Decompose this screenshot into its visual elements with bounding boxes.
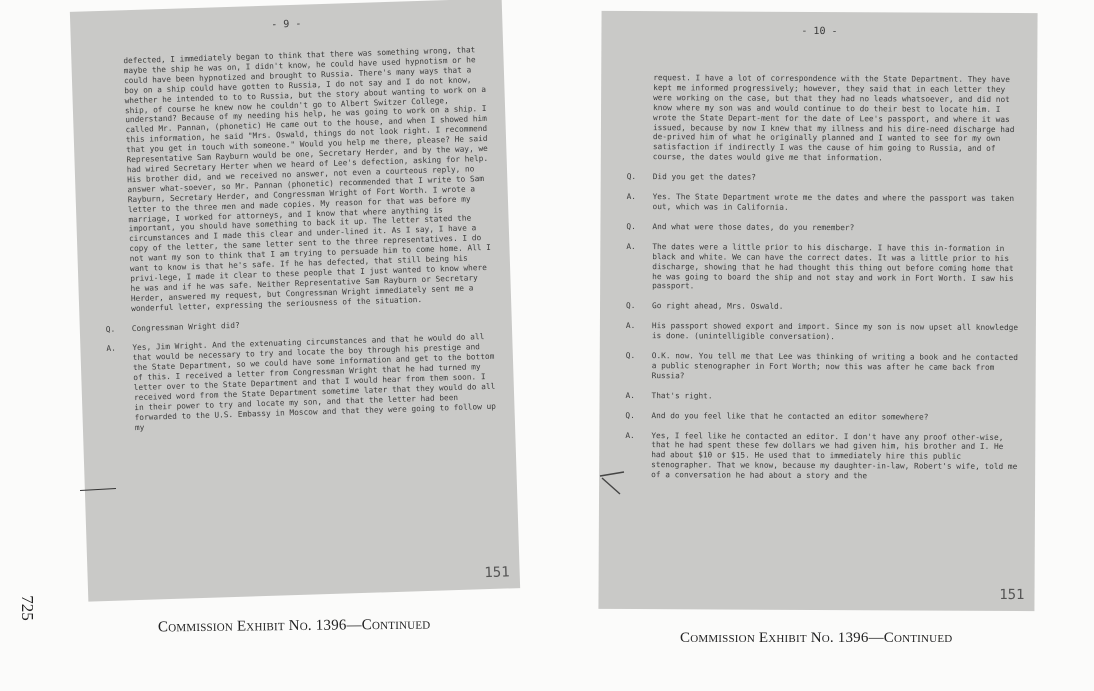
qa-item <box>627 192 1023 214</box>
qa-text: Did you get the dates? <box>652 172 757 182</box>
page-header: - 10 - <box>801 25 838 38</box>
qa-item <box>626 242 1022 294</box>
qa-item <box>106 312 498 334</box>
qa-text: His passport showed export and import. Since my son is now upset all knowledge is done. (unintelligible conversation). <box>651 321 1019 342</box>
qa-marker: Q. <box>105 324 116 334</box>
page-body <box>625 73 1023 492</box>
side-page-number: 725 <box>17 595 37 621</box>
qa-marker: Q. <box>626 172 637 182</box>
qa-marker: A. <box>625 321 636 331</box>
qa-item <box>627 172 1023 184</box>
qa-text: And do you feel like that he contacted an editor somewhere? <box>651 410 929 422</box>
qa-item <box>625 411 1021 423</box>
qa-text: The dates were a little prior to his discharge. I have this in-formation in black and white. We can have the correct dates. It was a little prior to his discharge, showing that he had thought this thing out before coming home that he was going to board the ship and not stay and work in Fort Worth. I saw his passport. <box>652 241 1014 291</box>
qa-text: Yes. The State Department wrote me the dates and where the passport was taken out, which was in California. <box>652 192 1015 212</box>
qa-marker: Q. <box>625 410 635 420</box>
qa-marker: A. <box>626 192 637 202</box>
qa-item <box>626 351 1022 383</box>
qa-marker: Q. <box>626 221 636 231</box>
paragraph: request. I have a lot of correspondence with the State Department. They have kept me informed progressively; however, they said that in each letter they were working on the case, but that they had no leads whatsoever, and did not know where my son was and would continue to do their best to locate him. I wrote the State Depart-ment for the date of Lee's passport, and where it was issued, because by now I knew that my illness and his dire-need discharge had de-prived him of what he originally planned and I wanted to see for my own satisfaction if indirectly I was the cause of him going to Russia, and of course, the dates would give me that information. <box>652 73 1015 163</box>
exhibit-caption-left: Commission Exhibit No. 1396—Continued <box>157 616 431 636</box>
qa-text: And what were those dates, do you remember? <box>652 222 855 233</box>
qa-item <box>625 431 1021 483</box>
qa-item <box>626 391 1022 403</box>
left-document-page <box>70 0 520 602</box>
page-header: - 9 - <box>271 18 302 31</box>
qa-item <box>626 301 1022 313</box>
page-body <box>105 45 501 443</box>
qa-text: That's right. <box>651 390 713 401</box>
paragraph: defected, I immediately began to think that there was something wrong, that maybe the ship he was on, I didn't know, he could have used hypnotism or he could have been hypnotized and brought to Russia. There's many ways that a boy on a ship could have gotten to Russia, I do not say and I do not know, whether he intended to to to Russia, but the story about wanting to work on a ship, of course he knew now he couldn't go to Albert Switzer College, understand? Because of my needing his help, he was going to work on a ship. I called Mr. Pannan, (phonetic) He came out to the house, and when I showed him this information, he said "Mrs. Oswald, things do not look right. I recommend that you get in touch with someone." Would you help me there, please? He said Representative Sam Rayburn would be one, Secretary Herder, and by the way, we had wired Secretary Herter when we heard of Lee's defection, asking for help. His brother did, and we received no answer, not even a courteous reply, no answer what-soever, so Mr. Pannan (phonetic) recommended that I write to Sam Rayburn, Secretary Herder, and Congressman Wright of Fort Worth. I wrote a letter to the three men and made copies. My reason for that was before my marriage, I worked for attorneys, and I know that where anything is important, you should have something to back it up. The letter stated the circumstances and I made this clear and under-lined it. As I say, I have a copy of the letter, the same letter sent to the three representatives. I do not want my son to think that I am trying to persuade him to come home. All I want to know is that he's safe. If he has defected, that still being his privi-lege, I made it clear to these people that I just wanted to know where he was and if he was safe. Neither Representative Sam Rayburn or Secretary Herder, answered my request, but Congressman Wright immediately sent me a wonderful letter, expressing the seriousness of the situation. <box>123 45 492 313</box>
page-number: 151 <box>999 586 1025 604</box>
qa-item <box>626 222 1022 234</box>
qa-marker: Q. <box>625 351 636 361</box>
handwritten-arrow-mark <box>598 470 628 498</box>
qa-marker: A. <box>625 430 635 440</box>
qa-text: O.K. now. You tell me that Lee was thinking of writing a book and he contacted a public stenographer in Fort Worth; now this was after he came back from Russia? <box>651 351 1018 381</box>
qa-marker: A. <box>106 344 116 354</box>
exhibit-caption-right: Commission Exhibit No. 1396—Continued <box>680 630 953 646</box>
qa-item <box>106 332 501 433</box>
qa-text: Yes, I feel like he contacted an editor. I don't have any proof other-wise, that he had spent these few dollars we had given him, his brother and I. He had about $10 or $15. He used that to immediately hire this public stenographer. That we know, because my daughter-in-law, Robert's wife, told me of a conversation he had about a story and the <box>651 430 1018 481</box>
qa-marker: A. <box>626 241 636 251</box>
qa-text: Go right ahead, Mrs. Oswald. <box>652 301 784 312</box>
qa-text: Congressman Wright did? <box>131 320 240 333</box>
right-document-page <box>598 11 1037 611</box>
page-number: 151 <box>484 564 510 582</box>
qa-text: Yes, Jim Wright. And the extenuating circumstances and that he would do all that would be necessary to try and locate the boy through his prestige and the State Department, so we could have some information and get to the bottom of this. I received a letter from Congressman Wright that he had turned my letter over to the State Department and that I would hear from them soon. I received word from the State Department sometime later that they would do all in their power to try and locate my son, and that the letter had been forwarded to the U.S. Embassy in Moscow and that they were going to follow up my <box>132 332 497 432</box>
qa-item <box>626 321 1022 343</box>
qa-marker: Q. <box>626 301 636 311</box>
qa-marker: A. <box>625 390 635 400</box>
